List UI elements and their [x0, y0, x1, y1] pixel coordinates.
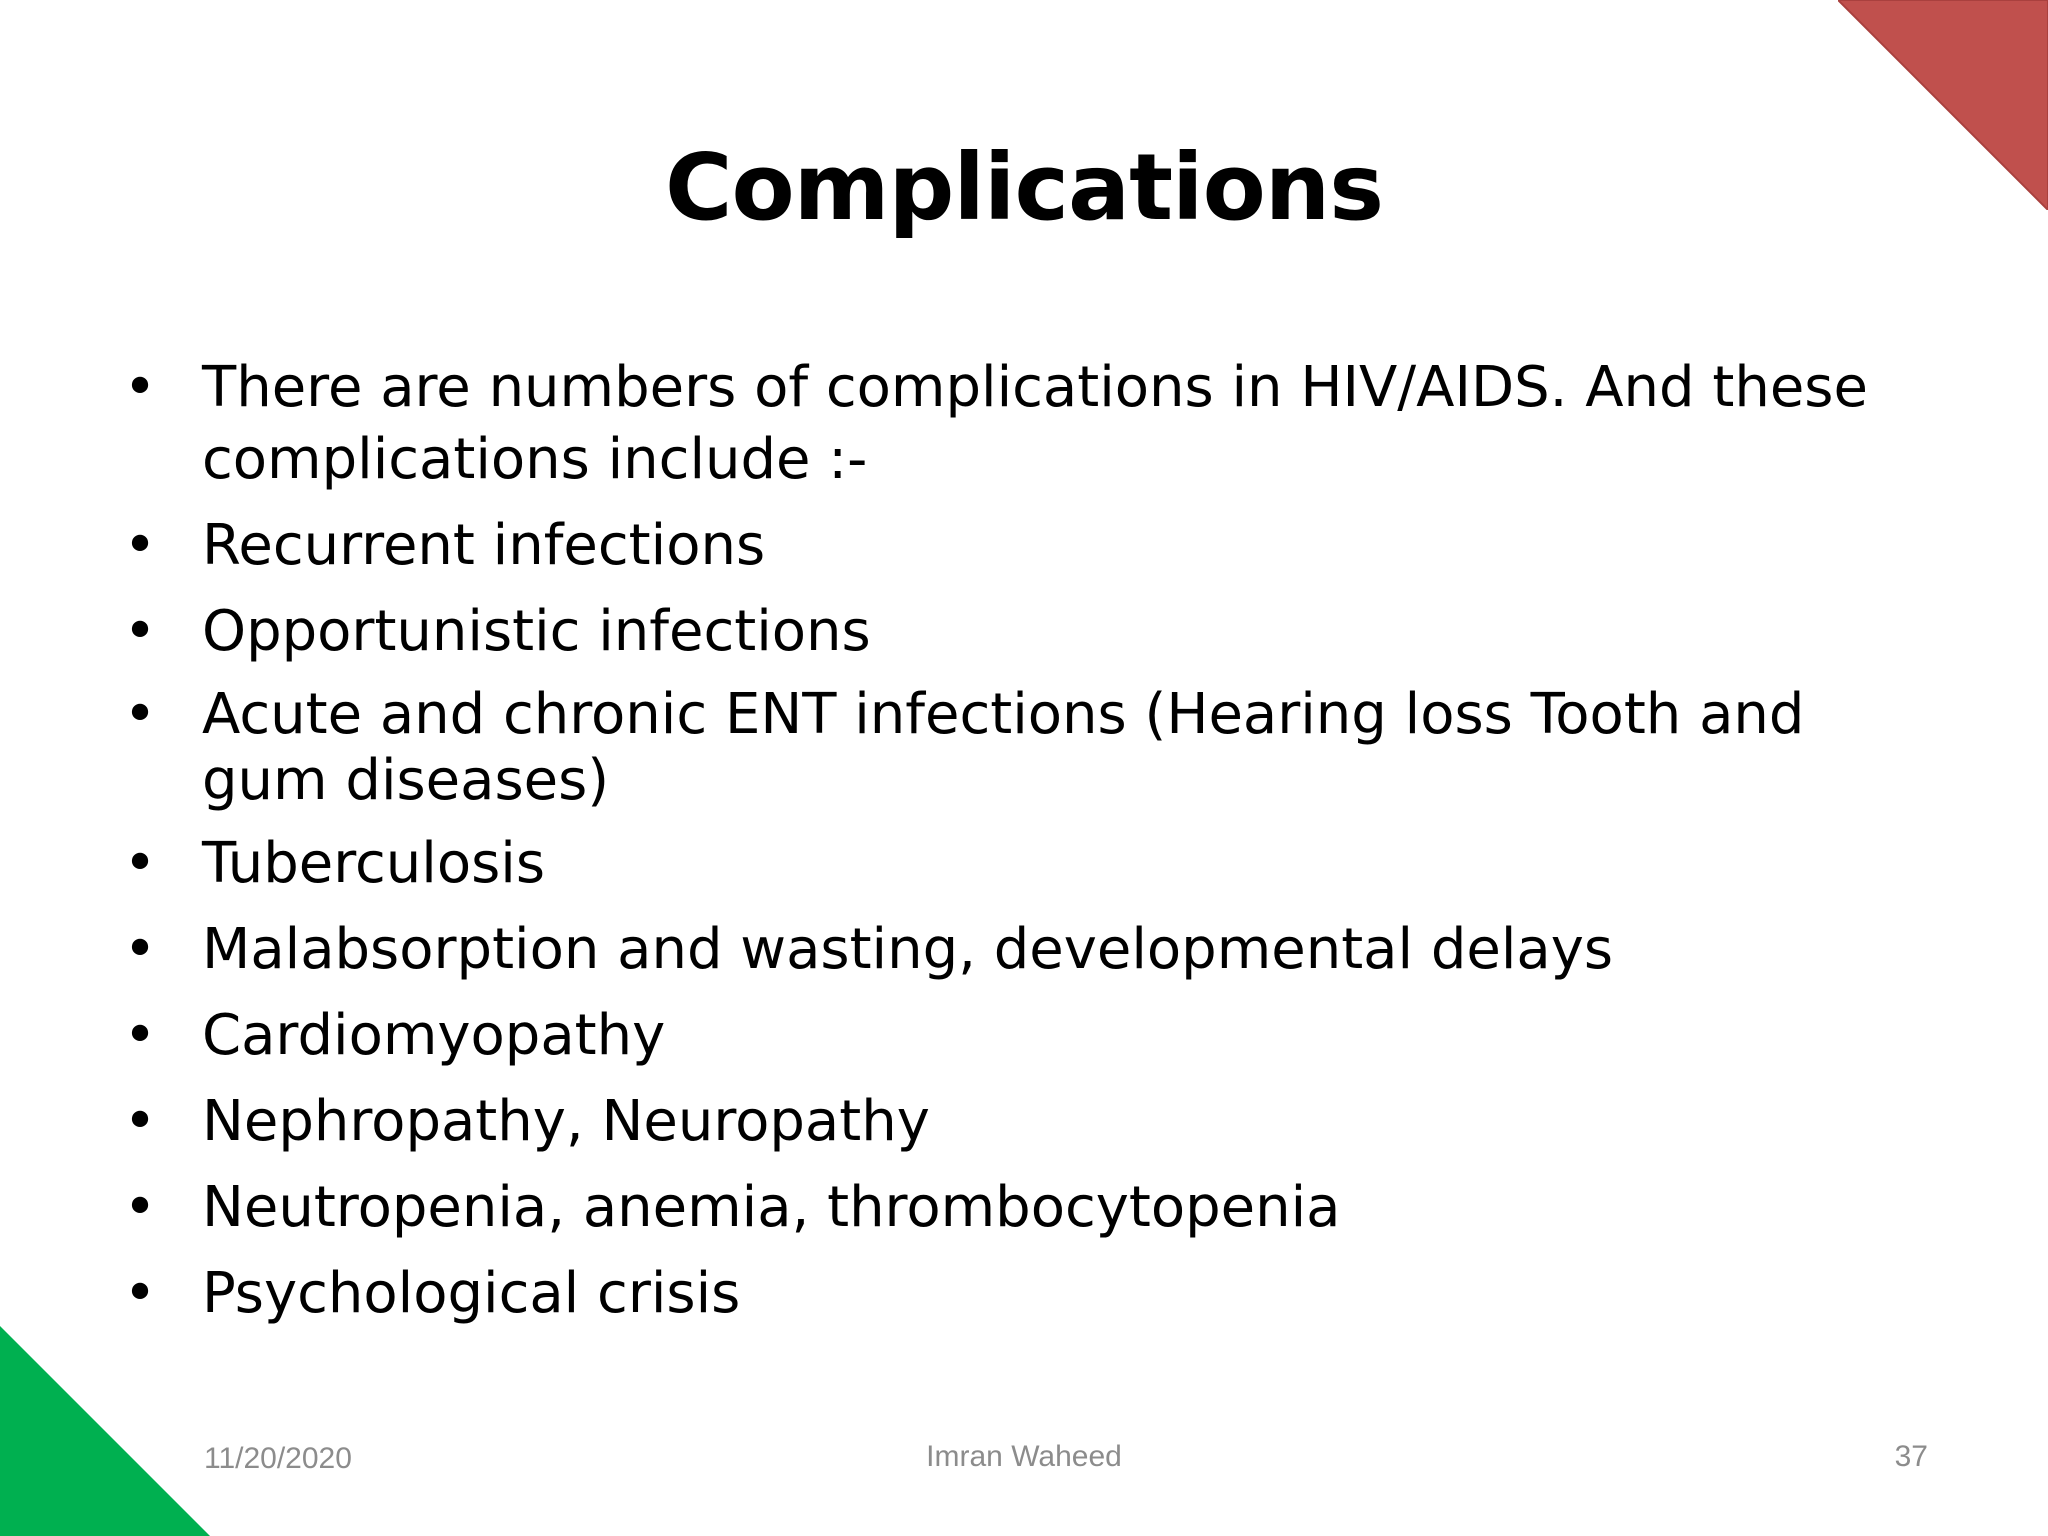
bullet-glyph: • — [123, 1003, 157, 1068]
bullet-item — [120, 828, 1940, 900]
bullet-text: Malabsorption and wasting, developmental delays — [202, 917, 1614, 982]
bullet-glyph: • — [123, 831, 157, 896]
bullet-text: There are numbers of complications in HIV/AIDS. And these complications include :- — [202, 355, 1868, 492]
bullet-glyph: • — [123, 682, 157, 747]
bullet-text: Opportunistic infections — [202, 599, 871, 664]
bullet-glyph: • — [123, 1089, 157, 1154]
bullet-item — [120, 1172, 1940, 1244]
bullet-glyph: • — [123, 355, 157, 420]
bullet-text: Neutropenia, anemia, thrombocytopenia — [202, 1175, 1341, 1240]
bullet-text: Psychological crisis — [202, 1261, 741, 1326]
bullet-text: Cardiomyopathy — [202, 1003, 666, 1068]
bullet-text: Recurrent infections — [202, 513, 766, 578]
bullet-glyph: • — [123, 1261, 157, 1326]
bullet-text: Nephropathy, Neuropathy — [202, 1089, 930, 1154]
bullet-glyph: • — [123, 513, 157, 578]
footer-date: 11/20/2020 — [204, 1442, 352, 1475]
bullet-item — [120, 352, 1940, 496]
bullet-item — [120, 914, 1940, 986]
page-number: 37 — [1894, 1440, 1928, 1473]
slide-title: Complications — [664, 134, 1384, 241]
bullet-item — [120, 1258, 1940, 1330]
bullet-glyph: • — [123, 599, 157, 664]
bullet-item — [120, 1086, 1940, 1158]
bullet-item — [120, 682, 1940, 814]
bullet-text: Acute and chronic ENT infections (Hearing loss Tooth and gum diseases) — [202, 682, 1805, 813]
footer-author: Imran Waheed — [926, 1440, 1122, 1473]
bullet-text: Tuberculosis — [202, 831, 545, 896]
corner-decoration-green — [0, 1326, 210, 1536]
bullet-item — [120, 596, 1940, 668]
bullet-item — [120, 1000, 1940, 1072]
bullet-item — [120, 510, 1940, 582]
bullet-glyph: • — [123, 917, 157, 982]
bullet-list — [120, 352, 1940, 1344]
bullet-glyph: • — [123, 1175, 157, 1240]
